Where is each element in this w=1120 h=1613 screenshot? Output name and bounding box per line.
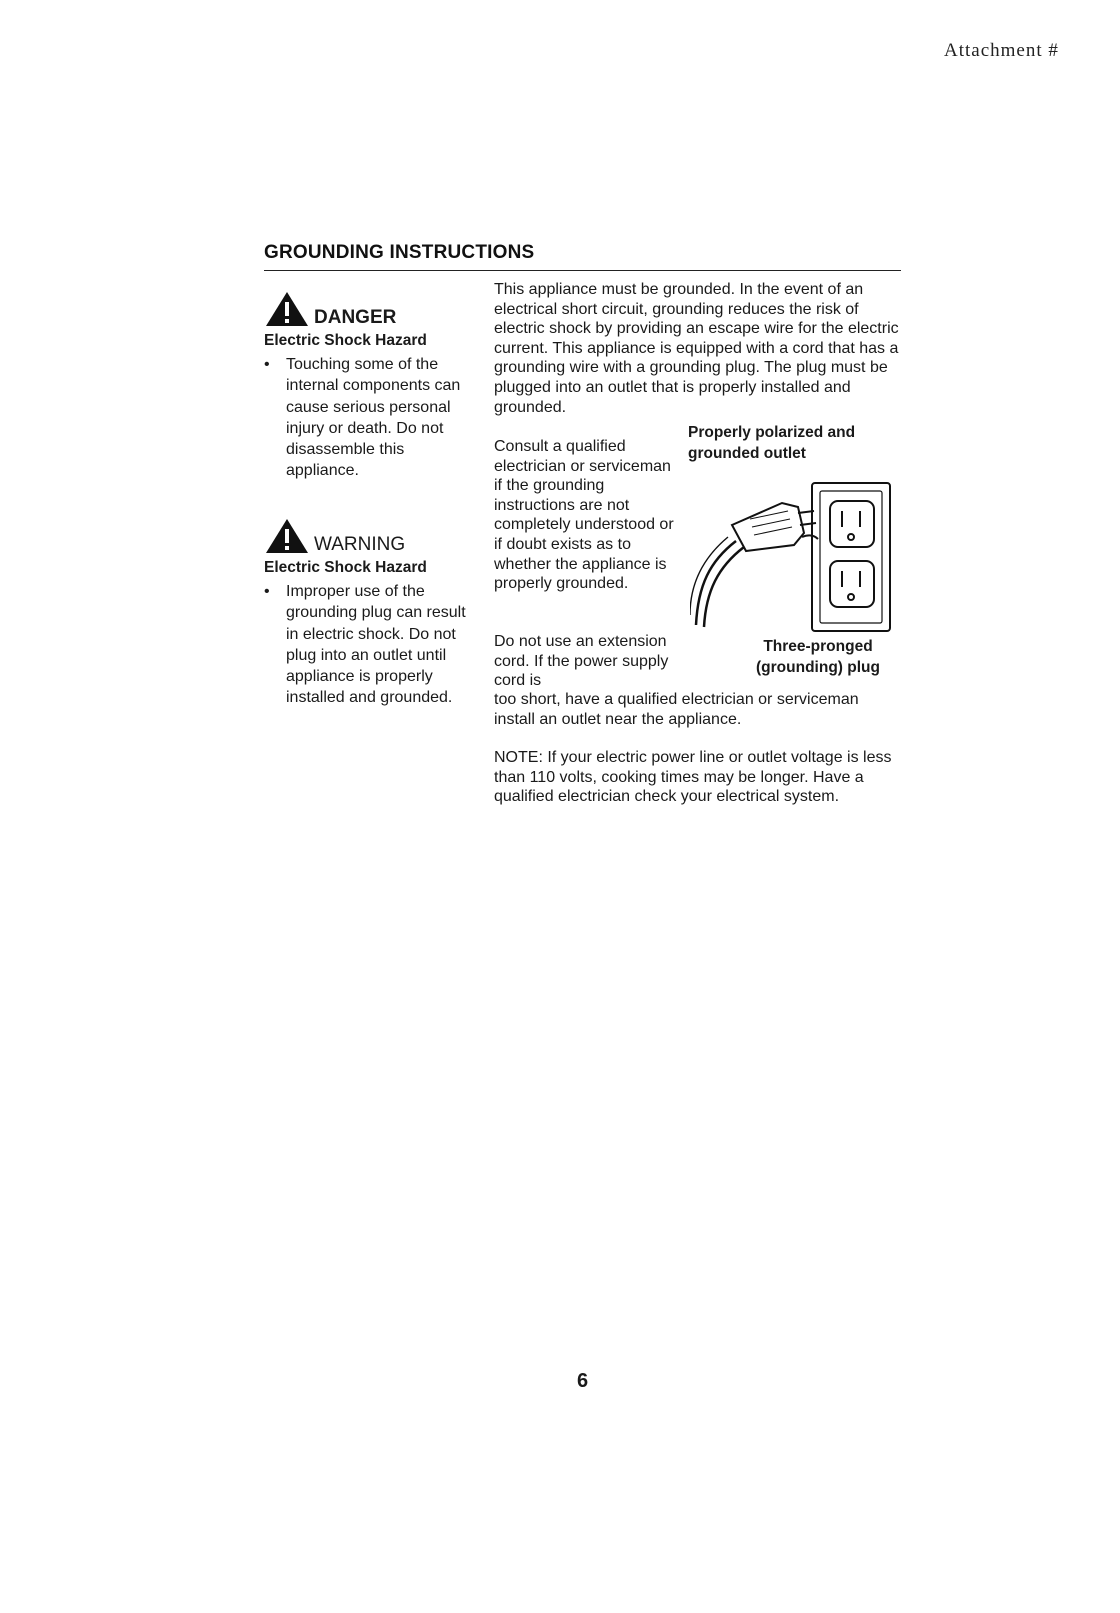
consult-paragraph: Consult a qualified electrician or serviceman if the grounding instructions are not completely understood or if doubt exists as to whether the appliance is properly grounded. — [494, 438, 674, 593]
warning-triangle-icon — [264, 517, 310, 555]
warning-bullet: • — [264, 583, 270, 600]
page-number: 6 — [577, 1370, 589, 1392]
title-rule — [264, 270, 901, 271]
extension-paragraph-start: Do not use an extension cord. If the power supply cord is — [494, 633, 669, 690]
extension-paragraph-end: too short, have a qualified electrician or serviceman install an outlet near the appliance. — [494, 691, 859, 728]
plug-caption: Three-pronged (grounding) plug — [756, 638, 880, 676]
warning-block — [264, 517, 484, 709]
danger-heading: DANGER — [314, 307, 397, 328]
danger-triangle-icon — [264, 290, 310, 328]
danger-text: Touching some of the internal components can cause serious personal injury or death. Do not disassemble this appliance. — [286, 356, 461, 480]
warning-text: Improper use of the grounding plug can result in electric shock. Do not plug into an outlet until appliance is properly installed and grounded. — [286, 583, 466, 707]
outlet-caption: Properly polarized and grounded outlet — [688, 424, 856, 462]
warning-subheading: Electric Shock Hazard — [264, 559, 427, 576]
danger-block — [264, 290, 484, 482]
intro-paragraph: This appliance must be grounded. In the event of an electrical short circuit, grounding reduces the risk of electric shock by providing an escape wire for the electric current. This appliance is equipped with a cord that has a grounding wire with a grounding plug. The plug must be plugged into an outlet that is properly installed and grounded. — [494, 281, 899, 416]
section-title: GROUNDING INSTRUCTIONS — [264, 242, 535, 263]
danger-bullet: • — [264, 356, 270, 373]
outlet-plug-illustration — [690, 475, 900, 640]
note-paragraph: NOTE: If your electric power line or outlet voltage is less than 110 volts, cooking times may be longer. Have a qualified electrician check your electrical system. — [494, 749, 892, 806]
danger-subheading: Electric Shock Hazard — [264, 332, 427, 349]
warning-heading: WARNING — [314, 534, 406, 555]
attachment-label: Attachment # — [944, 40, 1059, 61]
